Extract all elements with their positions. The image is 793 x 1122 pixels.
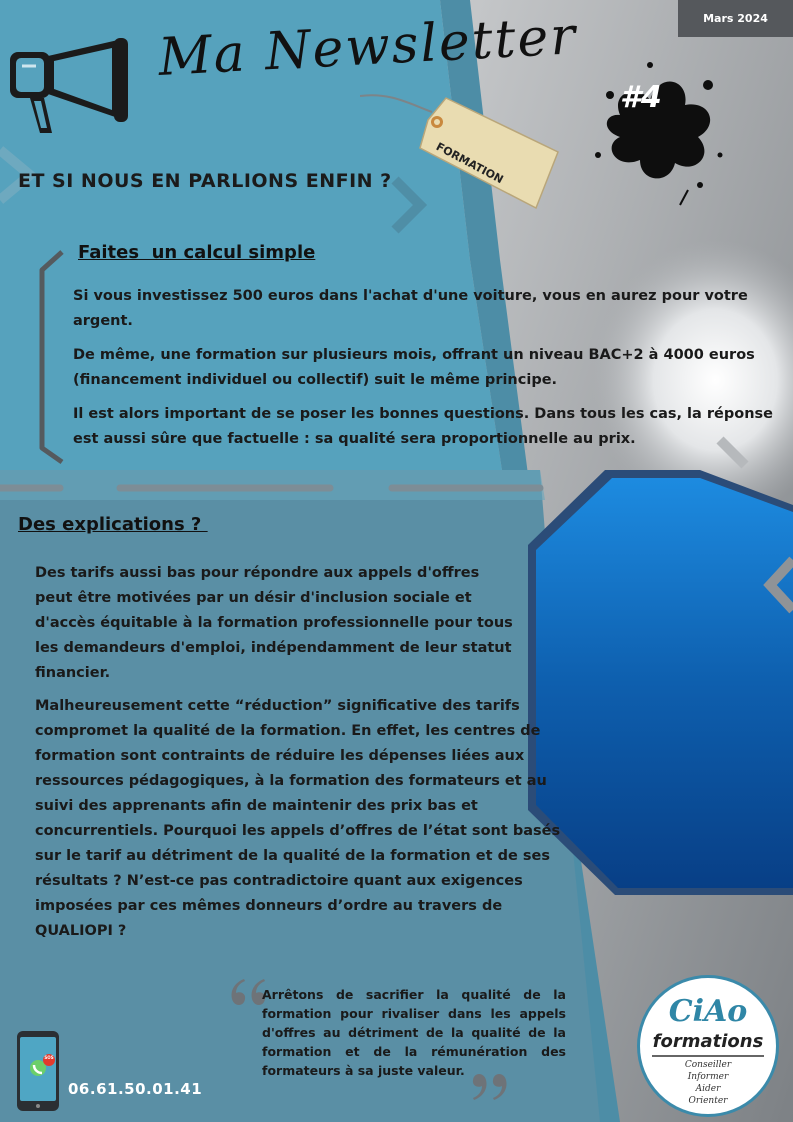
section1-paragraph: De même, une formation sur plusieurs mois, offrant un niveau BAC+2 à 4000 euros (financement individuel ou collectif) suit le même principe. xyxy=(73,347,755,388)
quote-text: Arrêtons de sacrifier la qualité de la formation pour rivaliser dans les appels d'offres au détriment de la qualité de la formation et de la rémunération des formateurs à sa juste valeur. xyxy=(262,987,566,1078)
logo-formations: formations xyxy=(652,1031,764,1052)
logo-tagline: Informer xyxy=(687,1072,729,1082)
headline: ET SI NOUS EN PARLIONS ENFIN ? xyxy=(18,170,392,192)
logo-divider xyxy=(652,1055,764,1057)
section1-paragraph: Si vous investissez 500 euros dans l'achat d'une voiture, vous en aurez pour votre argent. xyxy=(73,288,748,329)
section1-heading: Faites un calcul simple xyxy=(78,242,316,263)
section2-paragraph: Malheureusement cette “réduction” significative des tarifs compromet la qualité de la formation. En effet, les centres de formation sont contraints de réduire les dépenses liées aux ressources pédagogiques, à la formation des formateurs et au suivi des apprenants afin de maintenir des prix bas et concurrentiels. Pourquoi les appels d’offres de l’état sont basés sur le tarif au détriment de la qualité de la formation et de ses résultats ? N’est-ce pas contradictoire quant aux exigences imposées par ces mêmes donneurs d’ordre au travers de QUALIOPI ? xyxy=(35,698,561,939)
tag-label: FORMATION xyxy=(433,140,506,187)
date-badge: Mars 2024 xyxy=(678,0,793,37)
megaphone-icon xyxy=(8,38,158,138)
section2-heading: Des explications ? xyxy=(18,514,208,535)
issue-number: #4 xyxy=(620,80,662,115)
ink-splash-icon xyxy=(580,45,730,215)
phone-number[interactable]: 06.61.50.01.41 xyxy=(68,1080,203,1098)
logo-tagline: Conseiller xyxy=(684,1060,732,1070)
phone-badge: SOS xyxy=(44,1055,54,1060)
section1-paragraph: Il est alors important de se poser les bonnes questions. Dans tous les cas, la réponse est aussi sûre que factuelle : sa qualité sera proportionnelle au prix. xyxy=(73,406,773,447)
logo-brand: CiAo xyxy=(668,994,748,1029)
phone-icon xyxy=(16,1030,60,1112)
logo-tagline: Aider xyxy=(695,1084,721,1094)
section2-paragraph: Des tarifs aussi bas pour répondre aux appels d'offres peut être motivées par un désir d'inclusion sociale et d'accès équitable à la formation professionnelle pour tous les demandeurs d'emploi, indépendamment de leur statut financier. xyxy=(35,565,513,681)
newsletter-title: Ma Newsletter xyxy=(156,6,579,88)
ciao-formations-logo xyxy=(637,975,779,1117)
logo-tagline: Orienter xyxy=(688,1096,728,1106)
